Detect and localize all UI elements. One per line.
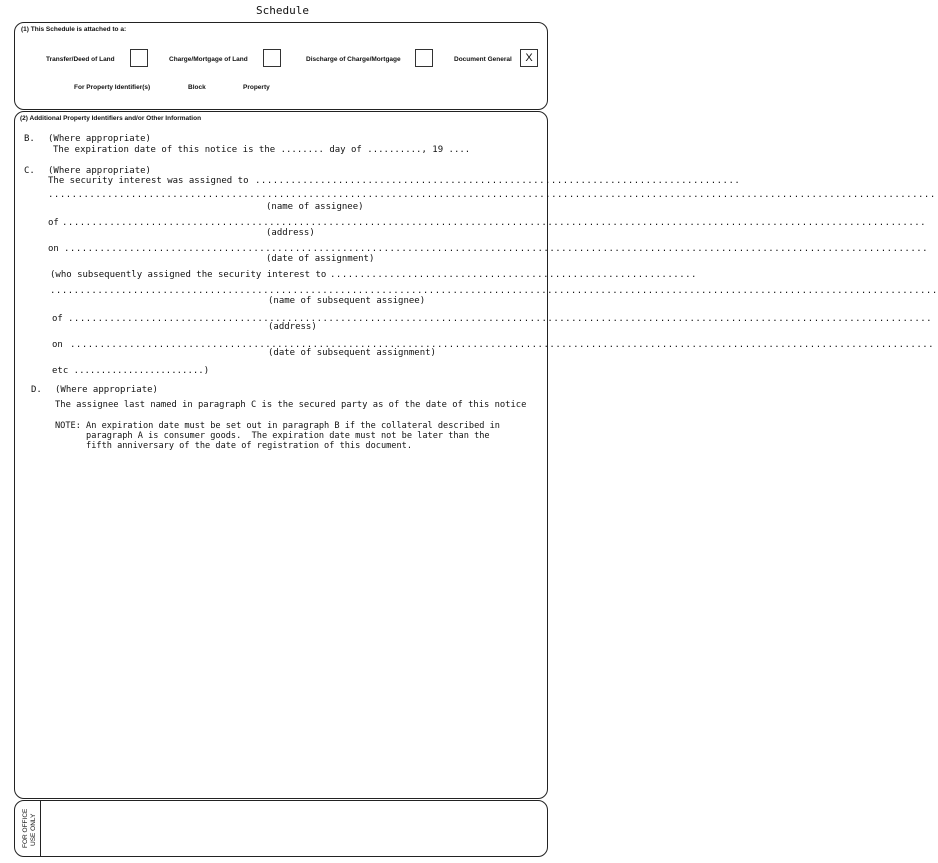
date-dotted-line[interactable]: .................................................................................................................................................. <box>64 244 929 254</box>
paragraph-b-text: The expiration date of this notice is the ........ day of .........., 19 .... <box>53 145 471 155</box>
paragraph-d-where: (Where appropriate) <box>55 385 158 395</box>
option-document-general-label: Document General <box>454 56 512 63</box>
paragraph-c-where: (Where appropriate) <box>48 166 151 176</box>
section2-heading: (2) Additional Property Identifiers and/or Other Information <box>20 115 202 122</box>
on-label-2: on <box>52 340 63 350</box>
document-general-checkbox[interactable]: X <box>520 49 538 67</box>
paragraph-d-text: The assignee last named in paragraph C is the secured party as of the date of this notice <box>55 400 527 410</box>
subsequent-dotted-line-2[interactable]: ...................................................................................................................................................... <box>50 286 938 296</box>
etc-text: etc ........................) <box>52 366 210 376</box>
charge-checkbox[interactable] <box>263 49 281 67</box>
additional-info-section <box>14 111 938 799</box>
office-use-box <box>14 800 548 857</box>
property-identifier-label: For Property Identifier(s) <box>74 84 151 91</box>
paragraph-b-letter: B. <box>24 134 35 144</box>
section1-heading: (1) This Schedule is attached to a: <box>21 26 127 33</box>
page-title: Schedule <box>256 4 309 17</box>
discharge-checkbox[interactable] <box>415 49 433 67</box>
option-charge-label: Charge/Mortgage of Land <box>169 56 248 63</box>
expiration-note: NOTE: An expiration date must be set out in paragraph B if the collateral described in paragraph A is consumer goods. The expiration date must not be later than the fifth anniversary of the date of registration of this document. <box>55 421 500 451</box>
subsequent-text: (who subsequently assigned the security interest to <box>50 270 327 280</box>
transfer-checkbox[interactable] <box>130 49 148 67</box>
address-caption-2: (address) <box>268 322 317 332</box>
property-label: Property <box>243 84 270 91</box>
of-label: of <box>48 218 59 228</box>
address-dotted-line-2[interactable]: .................................................................................................................................................. <box>68 314 933 324</box>
subsequent-dotted-line[interactable]: .............................................................. <box>330 270 697 280</box>
assignee-dotted-line-2[interactable]: ...................................................................................................................................................... <box>48 190 936 200</box>
paragraph-b-where: (Where appropriate) <box>48 134 151 144</box>
block-label: Block <box>188 84 206 91</box>
address-dotted-line[interactable]: .................................................................................................................................................. <box>62 218 927 228</box>
option-discharge-label: Discharge of Charge/Mortgage <box>306 56 401 63</box>
option-transfer-label: Transfer/Deed of Land <box>46 56 115 63</box>
name-of-assignee-caption: (name of assignee) <box>266 202 364 212</box>
name-of-subsequent-assignee-caption: (name of subsequent assignee) <box>268 296 426 306</box>
on-label: on <box>48 244 59 254</box>
attachment-section <box>14 22 548 110</box>
office-use-label-line1: FOR OFFICE <box>22 808 29 848</box>
office-use-divider <box>40 801 41 856</box>
subsequent-date-dotted-line[interactable]: .................................................................................................................................................. <box>70 340 935 350</box>
date-of-assignment-caption: (date of assignment) <box>266 254 375 264</box>
assignee-dotted-line[interactable]: .................................................................................. <box>255 176 741 186</box>
address-caption: (address) <box>266 228 315 238</box>
of-label-2: of <box>52 314 63 324</box>
date-of-subsequent-assignment-caption: (date of subsequent assignment) <box>268 348 436 358</box>
assigned-to-text: The security interest was assigned to <box>48 176 249 186</box>
paragraph-c-letter: C. <box>24 166 35 176</box>
office-use-label-line2: USE ONLY <box>30 813 37 846</box>
paragraph-d-letter: D. <box>31 385 42 395</box>
